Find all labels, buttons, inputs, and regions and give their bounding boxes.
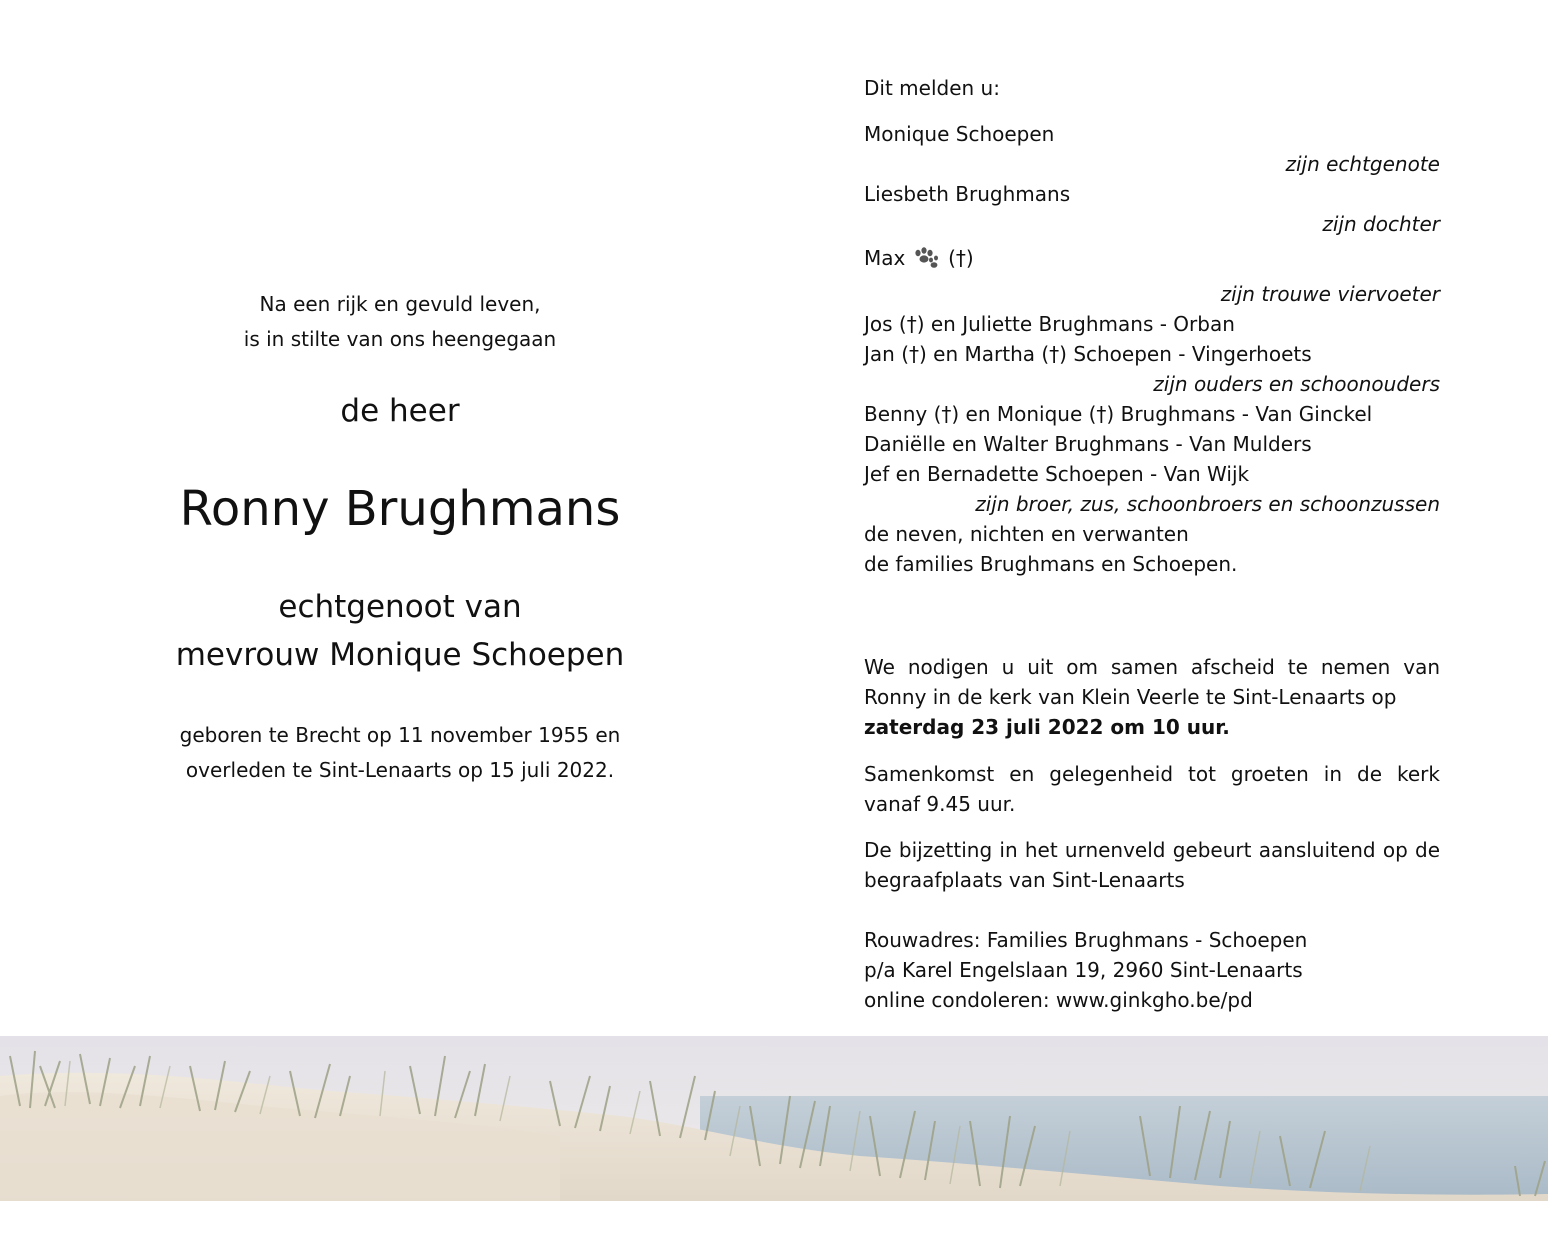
invitation-text: We nodigen u uit om samen afscheid te nemen van Ronny in de kerk van Klein Veerle te Sint-Lenaarts op [864, 655, 1440, 709]
gathering-paragraph: Samenkomst en gelegenheid tot groeten in de kerk vanaf 9.45 uur. [864, 762, 1440, 816]
spouse-info [100, 583, 700, 679]
parents-relation: zijn ouders en schoonouders [1153, 372, 1440, 396]
siblings-line: Daniëlle en Walter Brughmans - Van Mulders [864, 432, 1312, 456]
intro-text [100, 287, 700, 357]
siblings-line: Benny (†) en Monique (†) Brughmans - Van Ginckel [864, 402, 1373, 426]
condolence-link[interactable]: online condoleren: www.ginkgho.be/pd [864, 988, 1253, 1012]
closing-line: de neven, nichten en verwanten [864, 522, 1189, 546]
spouse-line: echtgenoot van [278, 589, 522, 625]
intro-line: Na een rijk en gevuld leven, [259, 292, 541, 316]
death-line: overleden te Sint-Lenaarts op 15 juli 2022. [185, 758, 615, 782]
family-member-name: Liesbeth Brughmans [864, 182, 1071, 206]
family-member-relation: zijn trouwe viervoeter [1220, 282, 1440, 306]
family-member-pet [864, 246, 1440, 270]
invitation-paragraph [864, 652, 1440, 742]
family-member-name: Monique Schoepen [864, 122, 1055, 146]
dunes-sea-image [0, 1036, 1548, 1201]
ceremony-datetime: zaterdag 23 juli 2022 om 10 uur. [864, 715, 1230, 739]
family-member-relation: zijn dochter [1322, 212, 1440, 236]
pet-deceased-mark: (†) [948, 246, 974, 270]
birth-line: geboren te Brecht op 11 november 1955 en [179, 723, 621, 747]
parents-line: Jos (†) en Juliette Brughmans - Orban [864, 312, 1235, 336]
family-member-relation: zijn echtgenote [1285, 152, 1440, 176]
intro-line: is in stilte van ons heengegaan [243, 327, 557, 351]
pet-name: Max [864, 246, 906, 270]
burial-paragraph: De bijzetting in het urnenveld gebeurt aansluitend op de begraafplaats van Sint-Lenaarts [864, 838, 1440, 892]
siblings-line: Jef en Bernadette Schoepen - Van Wijk [864, 462, 1250, 486]
address-line: p/a Karel Engelslaan 19, 2960 Sint-Lenaarts [864, 958, 1303, 982]
deceased-name: Ronny Brughmans [179, 481, 621, 537]
closing-line: de families Brughmans en Schoepen. [864, 552, 1238, 576]
life-dates [100, 718, 700, 788]
spouse-line: mevrouw Monique Schoepen [175, 637, 625, 673]
address-line: Rouwadres: Families Brughmans - Schoepen [864, 928, 1308, 952]
parents-line: Jan (†) en Martha (†) Schoepen - Vingerhoets [864, 342, 1312, 366]
siblings-relation: zijn broer, zus, schoonbroers en schoonzussen [975, 492, 1440, 516]
honorific: de heer [340, 393, 460, 429]
announcement-header: Dit melden u: [864, 76, 1000, 100]
paw-icon [912, 247, 942, 269]
